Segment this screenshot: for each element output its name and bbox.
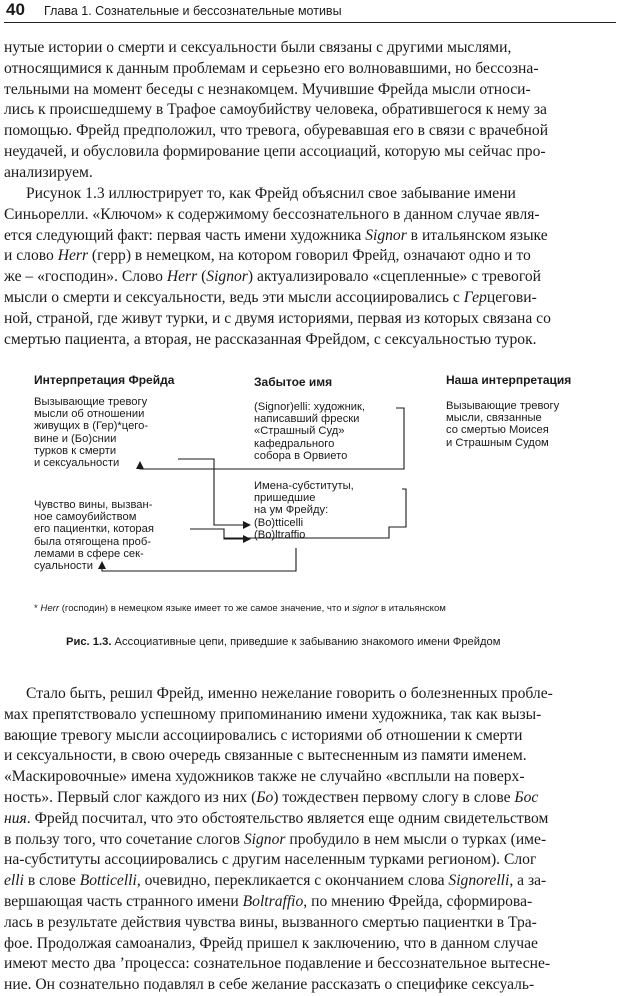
boltraffio-to-guilt-arrow — [102, 548, 296, 571]
text-line: ется следующий факт: первая часть имени художника Signor в итальянском языке — [4, 226, 548, 244]
figure-caption — [66, 635, 500, 649]
text-line: анализируем. — [4, 163, 93, 181]
text-line: ние. Он сознательно подавлял в себе желание рассказать о специфике сексуаль- — [4, 976, 535, 994]
text-line: помощью. Фрейд предположил, что тревога, обуревавшая его в связи с врачебной — [4, 122, 549, 140]
paragraph-3 — [4, 684, 616, 996]
text-line: на-субституты ассоциировались с другим населенным турками регионом). Слог — [4, 851, 537, 869]
freud-anxiety-block: Вызывающие тревогу мысли об отношении живущих в (Гер)*цего- вине и (Бо)снии турков к смерти и сексуальности — [34, 396, 149, 470]
text-line: и слово Herr (герр) в немецком, на котором говорил Фрейд, означают одно и то — [4, 247, 531, 265]
running-head: Глава 1. Сознательные и бессознательные мотивы — [44, 4, 342, 18]
signor-word: Signor — [365, 226, 407, 244]
freud-guilt-block: Чувство вины, вызван- ное самоубийством его пациентки, которая была отягощена проб- лемами в сфере сек- суальности — [34, 499, 154, 573]
page-header — [4, 0, 616, 23]
text-line: лась в результате действия чувства вины, вызванного смертью пациентки в Тра- — [4, 913, 537, 931]
herr-word: Herr — [166, 268, 198, 286]
text-line: ность». Первый слог каждого из них (Бо) тождествен первому слогу в слове Бос — [4, 788, 539, 806]
text-line: лись к происшедшему в Трафое самоубийству человека, обратившегося к нему за — [4, 101, 547, 119]
text-line: elli в слове Botticelli, очевидно, перекликается с окончанием слова Signorelli, а за- — [4, 872, 547, 890]
text-line: ной, страной, где живут турки, и с двумя историями, первая из которых связана со — [4, 309, 551, 327]
col-our-heading: Наша интерпретация — [446, 373, 572, 387]
substitutes-to-freud-arrow — [224, 489, 406, 538]
text-line: неудачей, и обусловила формирование цепи ассоциаций, которую мы сейчас про- — [4, 142, 546, 160]
figure-1-3 — [0, 362, 620, 662]
text-line: смертью пациента, а вторая, не рассказанная Фрейдом, с сексуальностью турок. — [4, 330, 537, 348]
text-line: Синьорелли. «Ключом» к содержимому бессознательного в данном случае явля- — [4, 205, 540, 223]
text-line: мах препятствовало успешному припоминанию имени художника, так как вызы- — [4, 705, 542, 723]
text-line: вающие тревогу мысли ассоциировались с историями об отношении к смерти — [4, 726, 523, 744]
caption-label: Рис. 1.3. — [66, 636, 112, 648]
signor-word: Signor — [206, 268, 248, 286]
text-line: и сексуальности, в свою очередь связанные с вытесненным из памяти именем. — [4, 747, 527, 765]
text-line: фое. Продолжая самоанализ, Фрейд пришел к заключению, что в данном случае — [4, 934, 538, 952]
association-arrows — [0, 362, 620, 662]
herr-word: Herr — [57, 247, 89, 265]
paragraph-1 — [4, 38, 616, 184]
signor-to-herr-arrow — [140, 408, 404, 469]
paragraph-2 — [4, 184, 616, 350]
text-line: нутые истории о смерти и сексуальности были связаны с другими мыслями, — [4, 39, 512, 56]
forgotten-name-block: (Signor)elli: художник, написавший фрески «Страшный Суд» кафедрального собора в Орвието — [254, 401, 366, 462]
text-line: тельными на момент беседы с незнакомцем. Мучившие Фрейда мысли относи- — [4, 80, 531, 98]
text-line: Стало быть, решил Фрейд, именно нежелание говорить о болезненных пробле- — [26, 685, 553, 702]
col-forgotten-heading: Забытое имя — [254, 375, 333, 389]
figure-footnote: * Herr (господин) в немецком языке имеет то же самое значение, что и signor в итальянском — [34, 603, 446, 614]
text-line: «Маскировочные» имена художников также не случайно «всплыли на поверх- — [4, 768, 525, 786]
text-line: относящимися к данным проблемам и серьезно его волновавшими, но бессозна- — [4, 59, 539, 77]
substitute-names-block: Имена-субституты, пришедшие на ум Фрейду: (Bo)tticelli (Bo)ltraffio — [254, 480, 354, 541]
our-interpretation-block: Вызывающие тревогу мысли, связанные со смертью Моисея и Страшным Судом — [446, 400, 560, 449]
text-line: же – «господин». Слово Herr (Signor) актуализировало «сцепленные» с тревогой — [4, 268, 541, 286]
text-line: Рисунок 1.3 иллюстрирует то, как Фрейд объяснил свое забывание имени — [26, 185, 516, 202]
page-number: 40 — [6, 0, 25, 19]
ger-syllable: Гер — [463, 288, 487, 306]
text-line: мысли о смерти и сексуальности, ведь эти мысли ассоциировались с Герцегови- — [4, 288, 537, 306]
col-freud-heading: Интерпретация Фрейда — [34, 373, 175, 387]
text-line: в пользу того, что сочетание слогов Signor пробудило в нем мысли о турках (име- — [4, 830, 547, 848]
text-line: имеют место два ʼпроцесса: сознательное подавление и бессознательное вытесне- — [4, 955, 551, 973]
caption-text: Ассоциативные цепи, приведшие к забыванию знакомого имени Фрейдом — [111, 636, 501, 648]
text-line: вершающая часть странного имени Boltraffio, по мнению Фрейда, сформирова- — [4, 892, 533, 910]
text-line: ния. Фрейд посчитал, что это обстоятельство является еще одним свидетельством — [4, 809, 549, 827]
